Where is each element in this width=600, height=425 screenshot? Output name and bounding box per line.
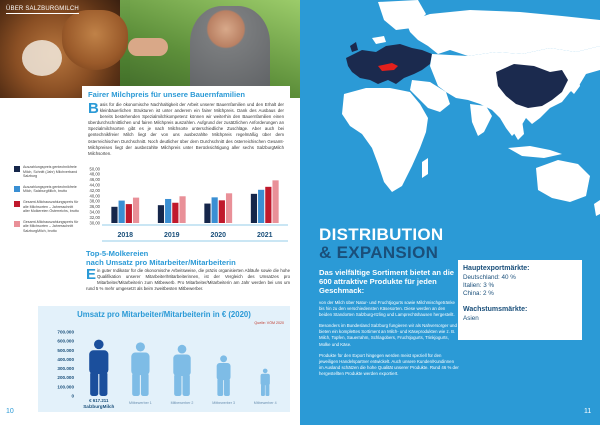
- person-body: [217, 363, 231, 380]
- person-head: [263, 369, 268, 374]
- bar: [272, 180, 278, 223]
- y-tick-label: 500.000: [57, 347, 74, 353]
- legend-item: [14, 165, 80, 179]
- y-tick-label: 46,00: [89, 177, 100, 183]
- title-expansion: & EXPANSION: [319, 243, 439, 262]
- growth-line-asia: Asien: [463, 314, 479, 322]
- y-tick-label: 300.000: [57, 366, 74, 372]
- person-leg: [261, 384, 265, 396]
- photo-farmer: [190, 6, 270, 98]
- map-new-zealand: [594, 200, 600, 216]
- y-tick-label: 200.000: [57, 375, 74, 381]
- right-page: [300, 0, 600, 425]
- photo-cow-patch: [22, 40, 62, 76]
- person-body: [173, 355, 190, 377]
- export-head: Hauptexportmärkte:: [463, 265, 530, 272]
- y-tick-label: 700.000: [57, 329, 74, 335]
- revenue-chart: [38, 326, 290, 412]
- person-body: [131, 353, 149, 376]
- legend-item: [14, 220, 80, 234]
- y-tick-label: 48,00: [89, 171, 100, 177]
- right-paragraph-2: Besonders im Bundesland Salzburg fungieren wir als Nahversorger und bieten ein komplettes Sortiment an Milch- und Käseprodukten wie z. B. Milch, Topfen, Sauerrahm, Schlagobers, Fruchtjogurts, Trinkjogurts, Molke und Käse.: [319, 323, 457, 347]
- intro-title: Fairer Milchpreis für unsere Bauernfamilien: [88, 90, 245, 99]
- y-tick-label: 42,00: [89, 187, 100, 193]
- photo-hand: [128, 38, 168, 56]
- person-leg: [224, 379, 230, 396]
- legend-label: Gesamt-Milchauszahlungspreis für alle Milchsorten – Jahresschnitt aller Molkereien Österreichs, brutto: [23, 199, 79, 214]
- export-markets-box: [458, 260, 582, 340]
- x-tick-label: 2020: [210, 232, 227, 239]
- revenue-chart-box: [38, 306, 290, 412]
- person-leg: [217, 379, 223, 396]
- x-tick-label: 2021: [256, 232, 273, 239]
- x-category-label: Mitbewerber 1: [129, 401, 152, 405]
- person-leg: [265, 384, 269, 396]
- top5-title-line1: Top-5-Molkereien: [86, 249, 149, 258]
- person-leg: [90, 372, 98, 396]
- section-tag: ÜBER SALZBURGMILCH: [6, 6, 79, 12]
- x-category-label: Mitbewerber 3: [212, 401, 235, 405]
- intro-dropcap: B: [88, 100, 99, 117]
- y-tick-label: 44,00: [89, 182, 100, 188]
- x-category-label: SalzburgMilch: [83, 404, 115, 409]
- revenue-chart-title: Umsatz pro Mitarbeiter/Mitarbeiterin in € (2020): [77, 310, 251, 319]
- legend-label: Auszahlungspreis gentechnikfreie Milch, Schnitt (Jahr) Milchverband Salzburg: [23, 165, 78, 179]
- y-tick-label: 40,00: [89, 193, 100, 199]
- x-category-label: Mitbewerber 2: [170, 401, 194, 405]
- map-indonesia: [508, 146, 562, 158]
- intro-text: [88, 102, 284, 157]
- bar: [204, 204, 210, 223]
- person-leg: [99, 372, 107, 396]
- bar: [179, 196, 185, 223]
- title-distribution: DISTRIBUTION: [319, 225, 444, 244]
- person-figure-competitor: [261, 369, 270, 396]
- person-head: [94, 340, 104, 350]
- bar: [119, 201, 125, 223]
- person-figure-competitor: [131, 342, 149, 396]
- map-iceland: [372, 36, 386, 44]
- person-leg: [141, 373, 149, 396]
- map-australia: [536, 160, 590, 202]
- right-paragraph-1: von der Milch über Natur- und Fruchtjogurts sowie Milchmischgetränke bis hin zu den verschiedensten Käsesorten. Diese werden an den beiden Standorten Salzburg-Itzling und Lamprechtshausen hergestellt.: [319, 300, 455, 318]
- legend-swatch: [14, 201, 20, 207]
- x-category-label: Mitbewerber 4: [253, 401, 277, 405]
- y-tick-label: 34,00: [89, 209, 100, 215]
- map-africa: [342, 88, 428, 192]
- y-tick-label: 30,00: [89, 220, 100, 226]
- export-line-china: China: 2 %: [463, 290, 494, 298]
- y-tick-label: 32,00: [89, 214, 100, 220]
- bar: [258, 190, 264, 223]
- page-number-right: 11: [584, 408, 592, 415]
- person-head: [136, 342, 145, 351]
- person-head: [178, 345, 187, 354]
- y-tick-label: 0: [71, 393, 74, 399]
- y-tick-label: 50,00: [89, 166, 100, 172]
- person-figure-salzburgmilch: [89, 340, 108, 396]
- legend-swatch: [14, 166, 20, 172]
- y-tick-label: 38,00: [89, 198, 100, 204]
- photo-cow-head: [62, 10, 128, 70]
- legend-swatch: [14, 186, 20, 192]
- intro-box: [82, 86, 290, 162]
- legend-item: [14, 200, 80, 214]
- person-body: [261, 374, 270, 386]
- map-india: [470, 104, 492, 136]
- value-label: € 617.211: [89, 398, 109, 403]
- bar: [158, 205, 164, 223]
- legend-label: Auszahlungspreis gentechnikfreie Milch, SalzburgMilch, brutto: [23, 184, 77, 194]
- bar: [165, 199, 171, 223]
- right-subtitle: Das vielfältige Sortiment bietet an die 600 attraktive Produkte für jeden Geschmack:: [319, 268, 455, 295]
- y-tick-label: 400.000: [57, 356, 74, 362]
- legend-swatch: [14, 221, 20, 227]
- map-uk: [350, 42, 358, 52]
- milk-price-chart: [80, 165, 292, 243]
- bar: [126, 204, 132, 223]
- top5-text: [86, 268, 290, 292]
- growth-head: Wachstumsmärkte:: [463, 305, 528, 313]
- person-head: [220, 355, 227, 362]
- top5-dropcap: E: [86, 266, 97, 283]
- page-number-left: 10: [6, 408, 14, 415]
- person-figure-competitor: [217, 355, 231, 396]
- bar: [133, 198, 139, 223]
- legend-item: [14, 185, 80, 194]
- bar: [226, 193, 232, 223]
- top5-body: in guter Indikator für die ökonomische Arbeitsweise, die präzis organisierten Abläufe sowie die hohe Qualifikation unserer Mitarbeiter/Mitarbeiterinnen, ist der Vergleich des Umsatzes pro Mitarbeiter/Mitarbeiterin zum Mitbewerb. Pro Mitarbeiter/Mitarbeiterin am Jahr werden bei uns um rund 5 % mehr umgesetzt als beim zweitbesten Mitbewerber.: [86, 268, 290, 292]
- person-leg: [183, 374, 190, 396]
- bar: [212, 197, 218, 223]
- top5-title: [86, 249, 286, 267]
- x-tick-label: 2018: [117, 232, 134, 239]
- y-tick-label: 600.000: [57, 338, 74, 344]
- export-line-germany: Deutschland: 40 %: [463, 274, 516, 281]
- map-northern-eurasia: [406, 10, 600, 56]
- y-tick-label: 36,00: [89, 204, 100, 210]
- bar: [219, 200, 225, 223]
- bar: [265, 187, 271, 223]
- revenue-chart-source: Quelle: VÖM 2020: [254, 321, 284, 325]
- person-figure-competitor: [173, 345, 190, 396]
- bar: [251, 194, 257, 223]
- bar: [172, 203, 178, 223]
- export-gap: [463, 299, 577, 306]
- right-body: [319, 300, 459, 382]
- legend-label: Gesamt-Milchauszahlungspreis für alle Milchsorten – Jahresschnitt SalzburgMilch, brutto: [23, 219, 79, 233]
- intro-body: asis für die ökonomische Nachhaltigkeit der Arbeit unserer Bauernfamilien und den Erhalt der kleinbäuerlichen Strukturen ist unter anderem ein fairer Milchpreis. Dank des Ausbaus der bereits bestehenden Spezialmilchkompetenz können wir weiterhin den Bauernfamilien einen überdurchschnittlichen und fairen Milchpreis auszahlen. Aufgrund der zusätzlichen Anforderungen an Spezialmilchsorten gibt es je nach Milchsorte unterschiedliche Zuschläge. Aber auch bei gentechnikfreier Milch liegt der von uns ausbezahlte Milchpreis regelmäßig über dem österreichischen Durchschnitt. Noch deutlicher über dem Durchschnitt des österreichischen Gesamt-Milchpreises liegt der ausbezahlte Milchpreis unter Berücksichtigung aller sechs SalzburgMilch Milchsorten.: [88, 102, 284, 156]
- world-map: [300, 0, 600, 230]
- person-leg: [132, 373, 140, 396]
- header-photo-cow-farmer: [0, 0, 300, 98]
- top5-title-line2: nach Umsatz pro Mitarbeiter/Mitarbeiterin: [86, 258, 236, 267]
- person-leg: [174, 374, 181, 396]
- x-tick-label: 2019: [163, 232, 180, 239]
- right-paragraph-3: Produkte für den Export hingegen werden meist speziell für den jeweiligen Handelspartner entwickelt. Auch unsere Kunden/Kundinnen im Ausland schätzen die hohe Qualität unserer Produkte. Rund 46 % der hergestellten Produkte werden exportiert.: [319, 352, 459, 376]
- export-line-italy: Italien: 3 %: [463, 282, 495, 290]
- person-body: [89, 350, 108, 374]
- y-tick-label: 100.000: [57, 384, 74, 390]
- milk-price-legend: [14, 165, 80, 240]
- map-madagascar: [422, 158, 428, 178]
- bar: [111, 207, 117, 223]
